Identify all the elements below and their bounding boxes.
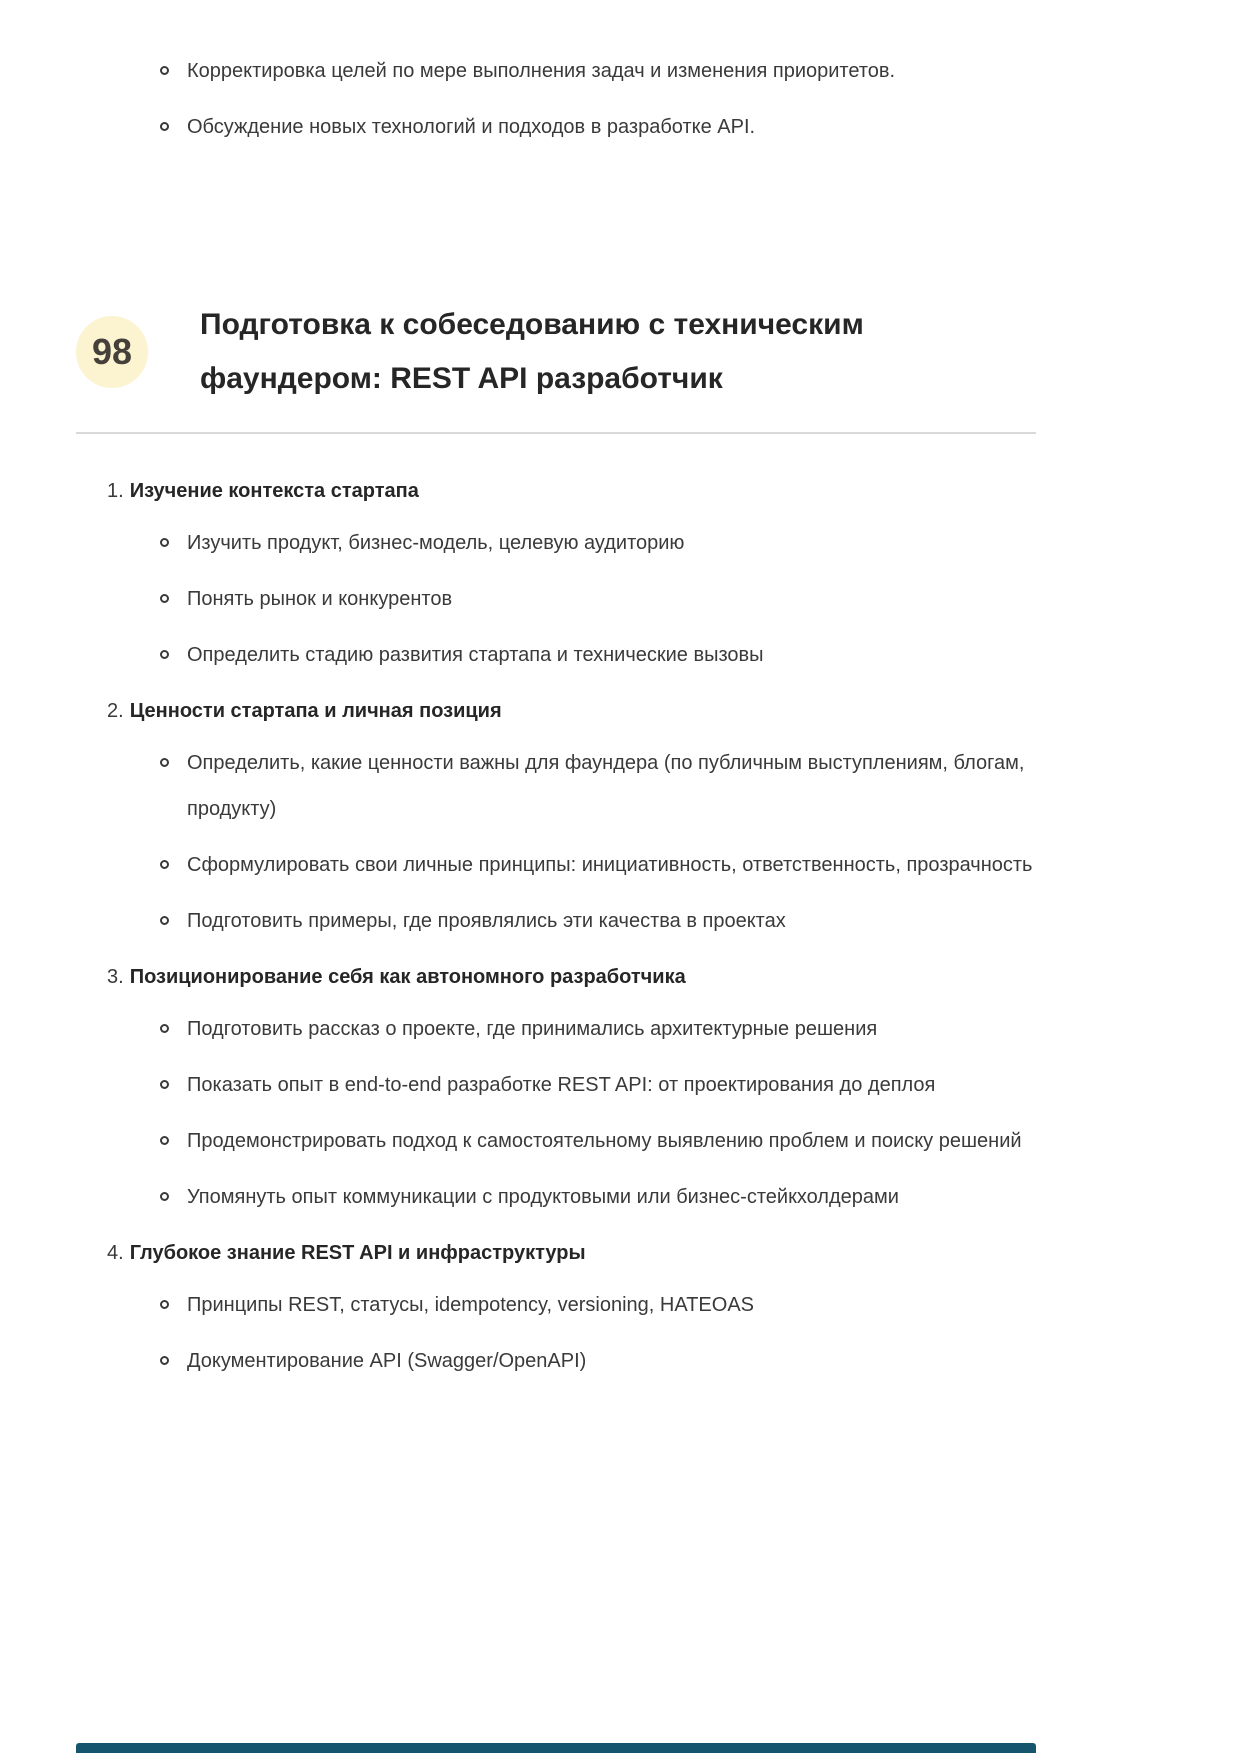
bullet-text: Понять рынок и конкурентов [187, 588, 453, 610]
circle-bullet-icon [160, 1300, 169, 1309]
outline-item [76, 688, 1036, 944]
circle-bullet-icon [160, 758, 169, 767]
outline-sub-list [160, 1282, 1036, 1384]
circle-bullet-icon [160, 1356, 169, 1365]
outline-item-heading: Позиционирование себя как автономного разработчика [129, 966, 686, 988]
outline-item [76, 954, 1036, 1220]
circle-bullet-icon [160, 1024, 169, 1033]
page-title: Подготовка к собеседованию с техническим фаундером: REST API разработчик [200, 308, 864, 395]
circle-bullet-icon [160, 66, 169, 75]
list-item [160, 1062, 1036, 1108]
outline-sub-list [160, 520, 1036, 678]
bullet-text: Показать опыт в end-to-end разработке REST API: от проектирования до деплоя [187, 1074, 936, 1096]
circle-bullet-icon [160, 1080, 169, 1089]
outline-item-heading: Изучение контекста стартапа [129, 480, 419, 502]
circle-bullet-icon [160, 1136, 169, 1145]
list-item [160, 632, 1036, 678]
document-page [76, 0, 1036, 1384]
circle-bullet-icon [160, 122, 169, 131]
list-item [160, 576, 1036, 622]
outline-item-number: 1. [107, 480, 124, 502]
circle-bullet-icon [160, 1192, 169, 1201]
bullet-text: Определить, какие ценности важны для фаундера (по публичным выступлениям, блогам, продукту) [187, 752, 1025, 820]
outline-item [76, 1230, 1036, 1384]
outline-item-number: 3. [107, 966, 124, 988]
outline-item-heading: Ценности стартапа и личная позиция [129, 700, 502, 722]
bullet-text: Корректировка целей по мере выполнения задач и изменения приоритетов. [187, 60, 896, 82]
bullet-text: Сформулировать свои личные принципы: инициативность, ответственность, прозрачность [187, 854, 1033, 876]
circle-bullet-icon [160, 650, 169, 659]
outline-item-number: 4. [107, 1242, 124, 1264]
list-item [160, 1338, 1036, 1384]
outline-item [76, 468, 1036, 678]
list-item [160, 842, 1036, 888]
section-number-badge: 98 [76, 316, 148, 388]
bullet-text: Определить стадию развития стартапа и технические вызовы [187, 644, 764, 666]
circle-bullet-icon [160, 538, 169, 547]
outline-item-title [107, 468, 1036, 514]
list-item [160, 48, 1036, 94]
bullet-text: Документирование API (Swagger/OpenAPI) [187, 1350, 587, 1372]
outline-sub-list [160, 740, 1036, 944]
bullet-text: Подготовить примеры, где проявлялись эти качества в проектах [187, 910, 786, 932]
bullet-text: Подготовить рассказ о проекте, где принимались архитектурные решения [187, 1018, 878, 1040]
list-item [160, 740, 1036, 832]
outline-list [76, 468, 1036, 1384]
bottom-block-edge [76, 1743, 1036, 1753]
list-item [160, 104, 1036, 150]
list-item [160, 1282, 1036, 1328]
bullet-text: Упомянуть опыт коммуникации с продуктовыми или бизнес-стейкхолдерами [187, 1186, 899, 1208]
outline-sub-list [160, 1006, 1036, 1220]
list-item [160, 898, 1036, 944]
outline-item-heading: Глубокое знание REST API и инфраструктуры [129, 1242, 586, 1264]
circle-bullet-icon [160, 594, 169, 603]
list-item [160, 520, 1036, 566]
outline-item-title [107, 954, 1036, 1000]
list-item [160, 1006, 1036, 1052]
divider [76, 432, 1036, 434]
circle-bullet-icon [160, 860, 169, 869]
circle-bullet-icon [160, 916, 169, 925]
list-item [160, 1174, 1036, 1220]
outline-item-number: 2. [107, 700, 124, 722]
bullet-text: Принципы REST, статусы, idempotency, versioning, HATEOAS [187, 1294, 755, 1316]
intro-bullet-list [160, 48, 1036, 150]
list-item [160, 1118, 1036, 1164]
bullet-text: Изучить продукт, бизнес-модель, целевую аудиторию [187, 532, 685, 554]
bullet-text: Обсуждение новых технологий и подходов в разработке API. [187, 116, 756, 138]
outline-item-title [107, 688, 1036, 734]
bullet-text: Продемонстрировать подход к самостоятельному выявлению проблем и поиску решений [187, 1130, 1022, 1152]
section-header [76, 298, 1036, 406]
outline-item-title [107, 1230, 1036, 1276]
